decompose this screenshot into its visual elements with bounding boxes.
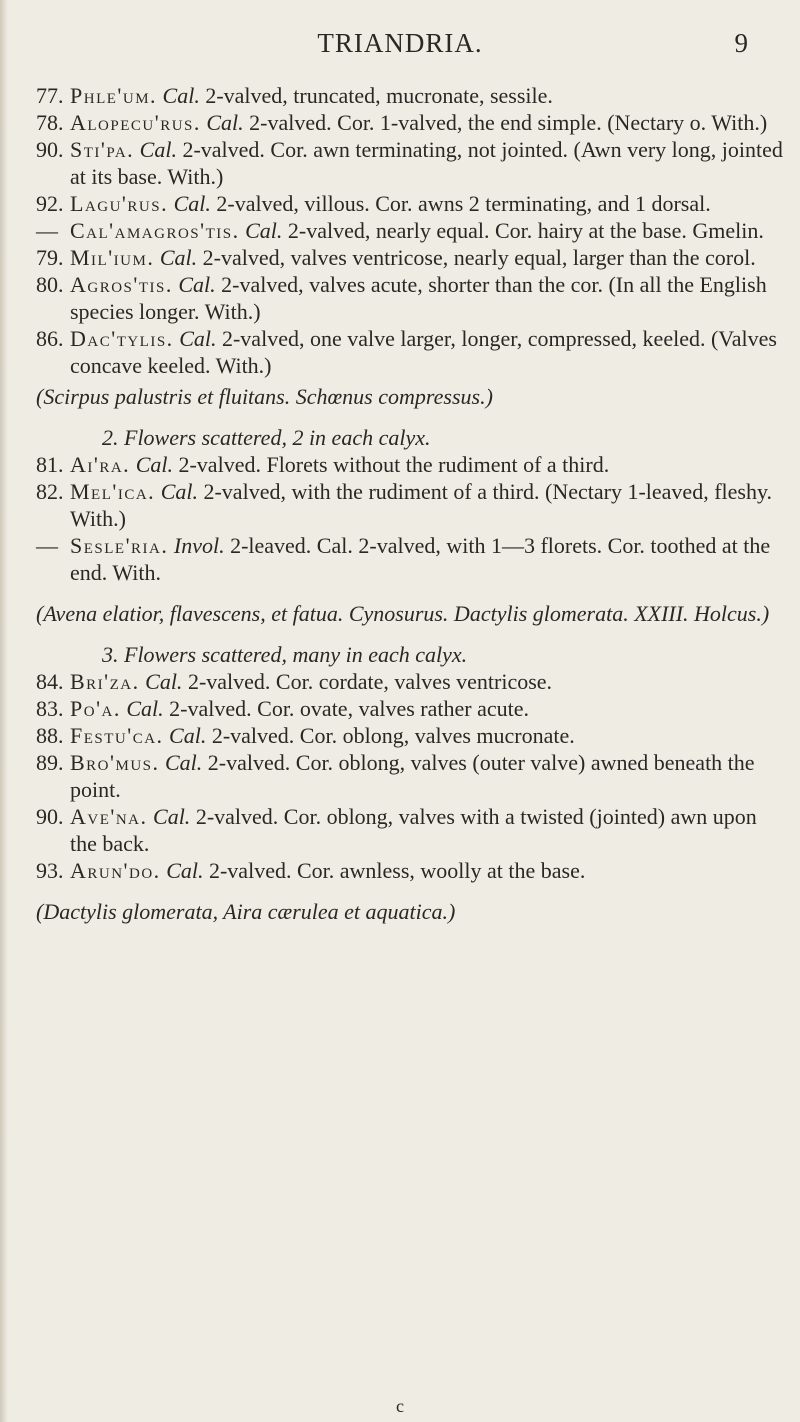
entry-number: 84. [36, 669, 64, 694]
genus-name: Po'a. [70, 696, 121, 721]
genus-entry [36, 271, 788, 325]
genus-name: Phle'um. [70, 83, 158, 108]
genus-entry [36, 722, 788, 749]
section-heading-3: 3. Flowers scattered, many in each calyx. [102, 642, 468, 667]
genus-name: Sesle'ria. [70, 533, 169, 558]
text-body [36, 82, 788, 925]
entry-description: 2-valved. Cor. oblong, valves (outer valve) awned beneath the point. [70, 750, 755, 802]
entry-number: 92. [36, 191, 64, 216]
entry-description: 2-valved, valves acute, shorter than the cor. (In all the English species longer. With.) [70, 272, 767, 324]
calyx-abbreviation: Cal. [153, 804, 191, 829]
entry-description: 2-valved, nearly equal. Cor. hairy at the base. Gmelin. [287, 218, 764, 243]
entry-number: 89. [36, 750, 64, 775]
entry-description: 2-valved. Cor. oblong, valves mucronate. [211, 723, 575, 748]
genus-name: Festu'ca. [70, 723, 164, 748]
genus-name: Bri'za. [70, 669, 140, 694]
calyx-abbreviation: Cal. [206, 110, 244, 135]
genus-name: Alopecu'rus. [70, 110, 201, 135]
entry-number: 80. [36, 272, 64, 297]
entry-number: 88. [36, 723, 64, 748]
entry-number: 77. [36, 83, 64, 108]
entry-number: 93. [36, 858, 64, 883]
calyx-abbreviation: Cal. [165, 750, 203, 775]
genus-name: Dac'tylis. [70, 326, 174, 351]
signature-mark: c [396, 1396, 404, 1416]
genus-entry [36, 109, 788, 136]
calyx-abbreviation: Cal. [139, 137, 177, 162]
entry-number: 90. [36, 804, 64, 829]
calyx-abbreviation: Cal. [245, 218, 283, 243]
genus-name: Ave'na. [70, 804, 148, 829]
entry-description: 2-valved. Florets without the rudiment of a third. [178, 452, 610, 477]
calyx-abbreviation: Cal. [178, 272, 216, 297]
entry-description: 2-valved. Cor. awnless, woolly at the base. [208, 858, 586, 883]
genus-name: Mel'ica. [70, 479, 156, 504]
entry-number: 90. [36, 137, 64, 162]
genus-name: Cal'amagros'tis. [70, 218, 240, 243]
entry-number: 82. [36, 479, 64, 504]
page-binding-edge [0, 0, 8, 1422]
running-title: TRIANDRIA. [317, 28, 483, 58]
entry-description: 2-valved, one valve larger, longer, compressed, keeled. (Valves concave keeled. With.) [70, 326, 777, 378]
genus-entry [36, 136, 788, 190]
genus-entry [36, 244, 788, 271]
genus-entry [36, 803, 788, 857]
genus-entry [36, 668, 788, 695]
genus-entry [36, 695, 788, 722]
entry-number: 83. [36, 696, 64, 721]
genus-list-2 [36, 451, 788, 586]
calyx-abbreviation: Invol. [173, 533, 225, 558]
genus-name: Sti'pa. [70, 137, 135, 162]
entry-description: 2-valved, villous. Cor. awns 2 terminating, and 1 dorsal. [216, 191, 711, 216]
genus-list-3 [36, 668, 788, 884]
entry-description: 2-valved. Cor. awn terminating, not jointed. (Awn very long, jointed at its base. With.) [70, 137, 783, 189]
genus-name: Ai'ra. [70, 452, 131, 477]
genus-name: Arun'do. [70, 858, 161, 883]
page-header [0, 28, 800, 64]
entry-number: — [36, 533, 58, 558]
genus-entry [36, 749, 788, 803]
genus-name: Mil'ium. [70, 245, 155, 270]
entry-number: — [36, 218, 58, 243]
calyx-abbreviation: Cal. [159, 245, 198, 270]
genus-entry [36, 857, 788, 884]
entry-number: 81. [36, 452, 64, 477]
calyx-abbreviation: Cal. [169, 723, 207, 748]
genus-entry [36, 82, 788, 109]
genus-name: Lagu'rus. [70, 191, 169, 216]
genus-name: Bro'mus. [70, 750, 160, 775]
calyx-abbreviation: Cal. [135, 452, 173, 477]
entry-description: 2-valved. Cor. ovate, valves rather acute. [169, 696, 529, 721]
note-2: (Avena elatior, flavescens, et fatua. Cynosurus. Dactylis glomerata. XXIII. Holcus.) [36, 601, 770, 626]
calyx-abbreviation: Cal. [173, 191, 211, 216]
genus-list-1 [36, 82, 788, 379]
entry-description: 2-leaved. Cal. 2-valved, with 1—3 florets. Cor. toothed at the end. With. [70, 533, 771, 585]
page-number: 9 [734, 28, 748, 58]
genus-name: Agros'tis. [70, 272, 173, 297]
calyx-abbreviation: Cal. [162, 83, 200, 108]
entry-description: 2-valved, valves ventricose, nearly equal, larger than the corol. [202, 245, 756, 270]
calyx-abbreviation: Cal. [166, 858, 204, 883]
entry-number: 79. [36, 245, 64, 270]
genus-entry [36, 325, 788, 379]
genus-entry [36, 190, 788, 217]
entry-description: 2-valved, with the rudiment of a third. (Nectary 1-leaved, fleshy. With.) [70, 479, 773, 531]
entry-description: 2-valved. Cor. cordate, valves ventricose. [187, 669, 553, 694]
section-heading-2: 2. Flowers scattered, 2 in each calyx. [102, 425, 431, 450]
calyx-abbreviation: Cal. [145, 669, 183, 694]
calyx-abbreviation: Cal. [126, 696, 164, 721]
genus-entry [36, 217, 788, 244]
entry-description: 2-valved, truncated, mucronate, sessile. [205, 83, 553, 108]
calyx-abbreviation: Cal. [179, 326, 217, 351]
note-3: (Dactylis glomerata, Aira cærulea et aquatica.) [36, 899, 456, 924]
genus-entry [36, 532, 788, 586]
entry-description: 2-valved. Cor. oblong, valves with a twisted (jointed) awn upon the back. [70, 804, 757, 856]
calyx-abbreviation: Cal. [160, 479, 198, 504]
entry-number: 78. [36, 110, 64, 135]
note-1: (Scirpus palustris et fluitans. Schœnus compressus.) [36, 384, 493, 409]
entry-description: 2-valved. Cor. 1-valved, the end simple. (Nectary o. With.) [249, 110, 768, 135]
genus-entry [36, 451, 788, 478]
entry-number: 86. [36, 326, 64, 351]
genus-entry [36, 478, 788, 532]
